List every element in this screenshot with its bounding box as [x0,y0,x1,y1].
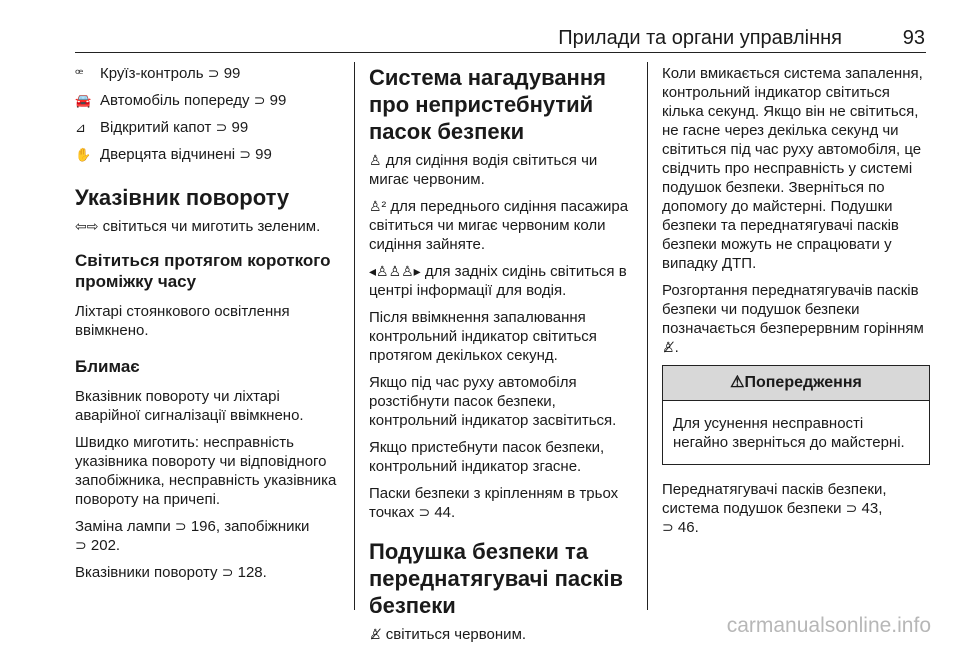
ref-arrow-icon: ⊃ [75,537,87,553]
ref-arrow-icon: ⊃ [845,500,858,516]
warning-header: ⚠Попередження [663,366,929,401]
warning-box [662,365,930,465]
blinks-text: Вказівник повороту чи ліхтарі аварійної сигналізації ввімкнено. [75,388,304,424]
ref-arrow-icon: ⊃ [215,119,228,135]
warning-triangle-icon: ⚠ [730,374,745,391]
seatbelt-reminder-heading: Система нагадування про непристебнутий пасок безпеки [369,65,606,144]
ref-arrow-icon: ⊃ [418,504,431,520]
passenger-seatbelt-icon: ♙² [369,198,387,214]
turn-signal-heading: Указівник повороту [75,185,290,210]
ref-arrow-icon: ⊃ [253,92,266,108]
cruise-control-icon: ꟹ [75,66,84,81]
column-2 [369,64,639,652]
indicator-bonnet-open [75,118,345,145]
indicator-vehicle-ahead [75,91,345,118]
passenger-seatbelt-text: ♙² для переднього сидіння пасажира світиться чи мигає червоним коли сидіння зайняте. [369,198,629,253]
vehicle-ahead-icon: 🚘 [75,93,92,108]
ref-arrow-icon: ⊃ [239,146,251,162]
airbag-icon: ♙̸ [369,626,382,642]
column-divider-1 [354,62,355,610]
airbag-heading: Подушка безпеки та переднатягувачі пасків безпеки [369,539,624,618]
ref-arrow-icon: ⊃ [662,519,674,535]
indicator-door-open [75,145,345,172]
indicator-label: Відкритий капот ⊃ 99 [100,119,249,136]
rear-seatbelt-text: ◂♙♙♙▸ для задніх сидінь світиться в центрі інформації для водія. [369,263,627,299]
lamp-replacement-text: Заміна лампи ⊃ 196, запобіжники ⊃ 202. [75,518,310,554]
column-1 [75,64,345,590]
column-divider-2 [647,62,648,610]
indicator-cruise-control [75,64,345,91]
page-header [0,0,960,52]
deployment-text: Розгортання переднатягувачів пасків безпеки чи подушок безпеки позначається безперервним горінням ♙̸. [662,282,924,356]
rear-seatbelt-icon: ◂♙♙♙▸ [369,263,421,279]
warning-body [663,401,929,464]
airbag-fault-text: Коли вмикається система запалення, контрольний індикатор світиться кілька секунд. Якщо він не світиться, не гасне через декілька секунд чи світиться під час руху автомобіля, це свідчить про несправність у системі подушок безпеки. Зверніться по допомогу до майстерні. Подушки безпеки та переднатягувачі пасків безпеки можуть не спрацювати у випадку ДТП. [662,65,923,272]
bonnet-open-icon: ⊿ [75,120,86,135]
airbag-icon: ♙̸ [662,339,675,355]
door-open-icon: ✋ [75,147,92,162]
three-point-belts-text: Паски безпеки з кріпленням в трьох точках ⊃ 44. [369,485,619,521]
ref-arrow-icon: ⊃ [174,518,187,534]
unbuckled-text: Якщо під час руху автомобіля розстібнути пасок безпеки, контрольний індикатор засвітиться. [369,374,617,429]
short-duration-heading: Світиться протягом короткого проміжку часу [75,251,331,291]
fast-blink-text: Швидко миготить: несправність указівника повороту чи відповідного запобіжника, несправність указівника повороту на причепі. [75,434,337,508]
driver-seatbelt-icon: ♙ [369,152,382,168]
ref-arrow-icon: ⊃ [221,564,234,580]
turn-arrows-icon: ⇦⇨ [75,218,99,234]
header-title: Прилади та органи управління [558,27,842,49]
indicator-label: Дверцята відчинені ⊃ 99 [100,146,272,163]
turn-signal-text: ⇦⇨ світиться чи миготить зеленим. [75,218,321,235]
turn-signals-ref-text: Вказівники повороту ⊃ 128. [75,564,267,581]
indicator-label: Автомобіль попереду ⊃ 99 [100,92,287,109]
buckled-text: Якщо пристебнути пасок безпеки, контрольний індикатор згасне. [369,439,605,475]
watermark: carmanualsonline.info [726,614,931,637]
pretensioners-ref-text: Переднатягувачі пасків безпеки, система подушок безпеки ⊃ 43, ⊃ 46. [662,481,887,536]
blinks-heading: Блимає [75,357,140,376]
airbag-text: ♙̸ світиться червоним. [369,626,527,643]
ref-arrow-icon: ⊃ [207,65,220,81]
after-ignition-text: Після ввімкнення запалювання контрольний індикатор світиться протягом декількох секунд. [369,309,597,364]
column-3 [662,64,930,545]
short-duration-text: Ліхтарі стоянкового освітлення ввімкнено. [75,303,290,339]
page-number: 93 [902,27,925,49]
driver-seatbelt-text: ♙ для сидіння водія світиться чи мигає червоним. [369,152,598,188]
header-rule [75,52,926,53]
warning-text: Для усунення несправності негайно зверніться до майстерні. [673,415,905,451]
indicator-label: Круїз-контроль ⊃ 99 [100,65,241,82]
